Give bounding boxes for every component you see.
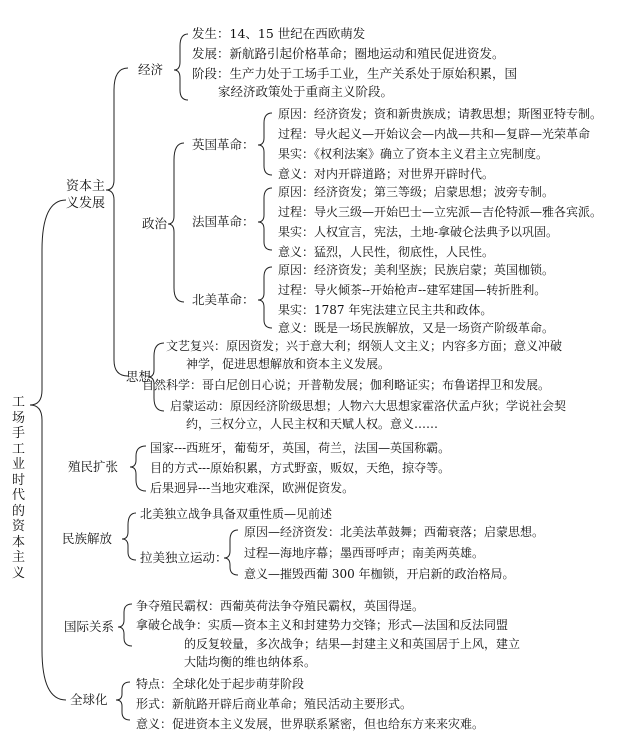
economy-item: 发展：新航路引起价格革命；圈地运动和殖民促进资发。 bbox=[192, 46, 505, 61]
main-brace bbox=[30, 200, 66, 700]
france-item: 果实：人权宣言，宪法，土地-拿破仑法典予以巩固。 bbox=[278, 225, 559, 239]
pol-brace bbox=[168, 143, 184, 302]
glob-brace bbox=[116, 682, 130, 720]
globalization-item: 特点：全球化处于起步萌芽阶段 bbox=[136, 677, 305, 691]
england-item: 果实：《权利法案》确立了资本主义君主立宪制度。 bbox=[278, 147, 549, 161]
col-brace bbox=[130, 446, 146, 491]
root-title: 工场手工业时代的资本主义 bbox=[12, 395, 26, 581]
intl-brace bbox=[118, 604, 132, 646]
england-item: 过程：导火起义—开始议会—内战—共和—复辟—光荣革命 bbox=[278, 127, 591, 141]
intl-item: 大陆均衡的维也纳体系。 bbox=[184, 655, 317, 669]
latin-america-item: 过程—海地序幕；墨西哥呼声；南美两英雄。 bbox=[244, 546, 485, 560]
latin-america-item: 原因—经济资发：北美法革鼓舞；西葡衰落；启蒙思想。 bbox=[244, 525, 545, 539]
france-item: 过程：导火三级—开始巴士—立宪派—吉伦特派—雅各宾派。 bbox=[278, 205, 603, 219]
politics-label: 政治 bbox=[142, 216, 168, 231]
economy-item: 发生：14、15 世纪在西欧萌发 bbox=[192, 26, 366, 41]
latin-america-independence-label: 拉美独立运动： bbox=[140, 550, 228, 565]
eng-brace bbox=[258, 113, 272, 175]
thought-item: 神学，促进思想解放和资本主义发展。 bbox=[186, 357, 391, 371]
economy-item: 家经济政策处于重商主义阶段。 bbox=[218, 84, 394, 99]
america-item: 过程：导火倾茶--开始枪声--建军建国—转折胜利。 bbox=[278, 283, 547, 297]
thought-item: 约，三权分立，人民主权和天赋人权。意义…… bbox=[186, 417, 439, 431]
america-revolution-label: 北美革命： bbox=[192, 292, 255, 307]
france-revolution-label: 法国革命： bbox=[192, 214, 255, 229]
globalization-item: 意义：促进资本主义发展，世界联系紧密，但也给东方来来灾难。 bbox=[136, 717, 485, 731]
globalization-label: 全球化 bbox=[70, 692, 108, 707]
economy-label: 经济 bbox=[138, 62, 164, 77]
cap-brace bbox=[106, 68, 128, 376]
intl-item: 拿破仑战争：实质—资本主义和封建势力交锋；形式—法国和反法同盟 bbox=[136, 618, 509, 632]
colonial-item: 后果迥异---当地灾难深，欧洲促资发。 bbox=[150, 481, 355, 495]
colonial-item: 目的方式---原始积累，方式野蛮，贩奴，天绝，掠夺等。 bbox=[150, 461, 451, 475]
france-item: 原因：经济资发；第三等级；启蒙思想；波旁专制。 bbox=[278, 185, 555, 199]
nat-brace bbox=[122, 513, 136, 560]
latin-america-item: 意义—摧毁西葡 300 年枷锁，开启新的政治格局。 bbox=[244, 567, 515, 581]
england-item: 原因：经济资发；资和新贵族成；请教思想；斯图亚特专制。 bbox=[278, 107, 603, 121]
thought-item: 自然科学：哥白尼创日心说；开普勒发展；伽利略证实；布鲁诺捍卫和发展。 bbox=[142, 378, 551, 392]
colonial-item: 国家---西班牙，葡萄牙，英国，荷兰，法国—英国称霸。 bbox=[150, 441, 451, 455]
colonial-expansion-label: 殖民扩张 bbox=[68, 459, 119, 474]
thought-label: 思想 bbox=[126, 369, 152, 384]
international-relations-label: 国际关系 bbox=[64, 619, 115, 634]
national-liberation-label: 民族解放 bbox=[62, 531, 113, 546]
globalization-item: 形式：新航路开辟后商业革命；殖民活动主要形式。 bbox=[136, 697, 413, 711]
thought-item: 文艺复兴：原因资发；兴于意大利；纲领人文主义；内容多方面；意义冲破 bbox=[166, 339, 563, 353]
fra-brace bbox=[258, 188, 272, 250]
america-item: 意义：既是一场民族解放，又是一场资产阶级革命。 bbox=[278, 321, 555, 335]
thought-item: 启蒙运动：原因经济阶级思想；人物六大思想家霍洛伏孟卢狄；学说社会契 bbox=[170, 399, 567, 413]
america-item: 原因：经济资发；美利坚族；民族启蒙；英国枷锁。 bbox=[278, 263, 555, 277]
north-america-independence: 北美独立战争具备双重性质—见前述 bbox=[140, 507, 333, 521]
intl-item: 的反复较量，多次战争；结果—封建主义和英国居于上风，建立 bbox=[184, 637, 521, 651]
ame-brace bbox=[258, 267, 272, 328]
economy-item: 阶段：生产力处于工场手工业，生产关系处于原始积累，国 bbox=[192, 66, 518, 81]
america-item: 果实：1787 年宪法建立民主共和政体。 bbox=[278, 303, 493, 317]
england-item: 意义：对内开辟道路；对世界开辟时代。 bbox=[278, 167, 495, 181]
france-item: 意义：猛烈，人民性，彻底性，人民性。 bbox=[278, 245, 495, 259]
england-revolution-label: 英国革命： bbox=[192, 137, 255, 152]
intl-item: 争夺殖民霸权：西葡英荷法争夺殖民霸权，英国得逞。 bbox=[136, 599, 425, 613]
econ-brace bbox=[174, 34, 188, 100]
capitalism-development-label: 资本主义发展 bbox=[66, 179, 106, 211]
